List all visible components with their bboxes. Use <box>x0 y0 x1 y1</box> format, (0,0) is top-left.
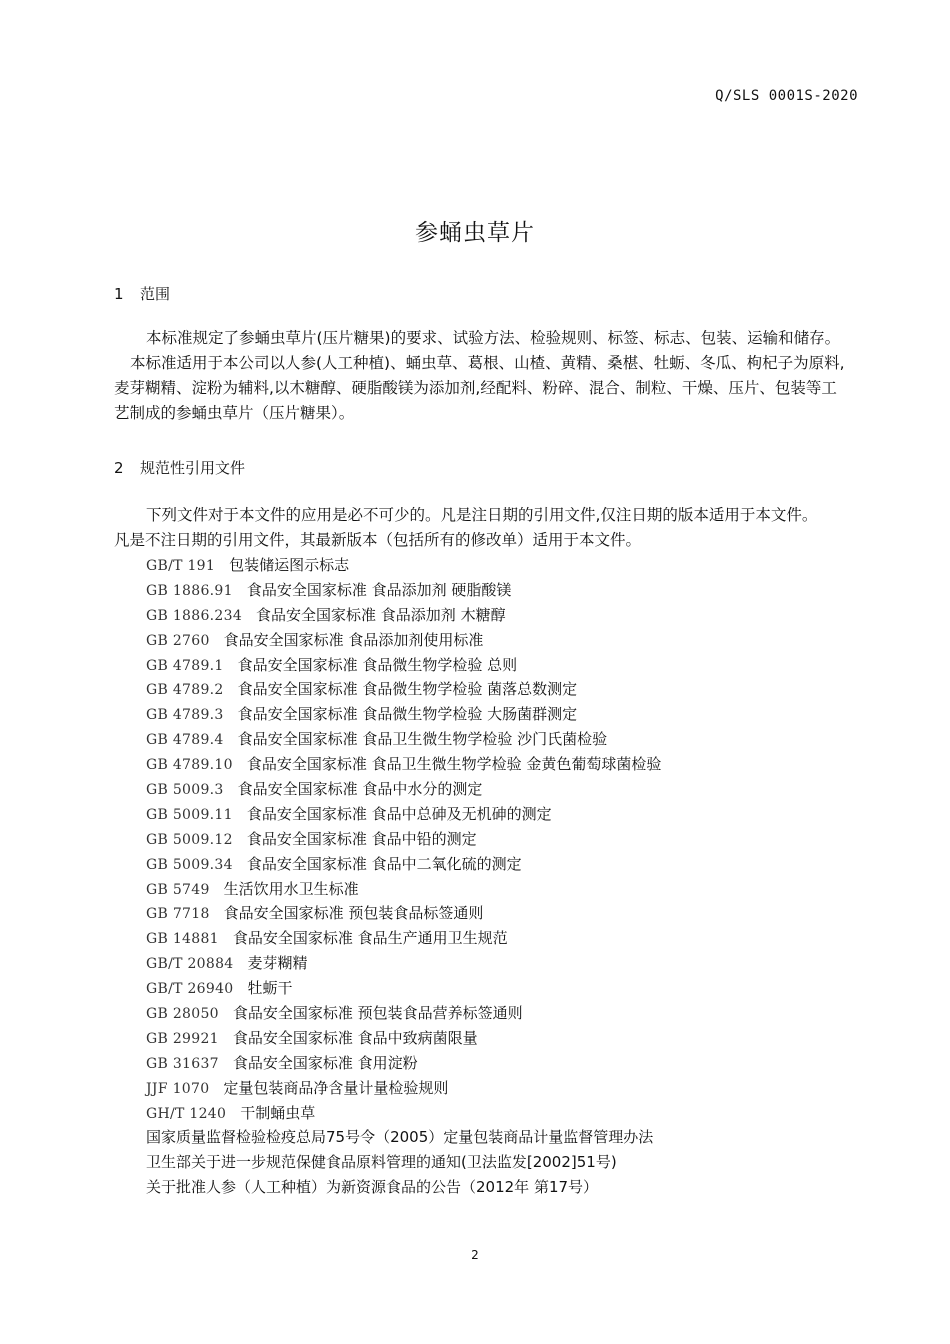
reference-title: 食品安全国家标准 预包装食品标签通则 <box>223 904 484 923</box>
reference-code: GB/T 191 <box>146 558 216 574</box>
reference-item <box>146 702 661 727</box>
reference-code: GB/T 20884 <box>146 956 234 973</box>
reference-code: GB 7718 <box>146 906 210 923</box>
section-1-number: 1 <box>114 285 124 303</box>
reference-title: 食品安全国家标准 食品微生物学检验 大肠菌群测定 <box>237 705 578 724</box>
paragraph-line: 本标准规定了参蛹虫草片(压片糖果)的要求、试验方法、检验规则、标签、标志、包装、运输和储存。 <box>146 329 841 347</box>
reference-code: GB 5009.34 <box>146 856 233 873</box>
reference-item <box>146 1026 661 1051</box>
reference-title: 食品安全国家标准 食品生产通用卫生规范 <box>232 929 508 948</box>
reference-title: 食品安全国家标准 食品中总砷及无机砷的测定 <box>246 804 552 823</box>
standard-code: Q/SLS 0001S-2020 <box>715 88 858 104</box>
reference-code: GB 4789.1 <box>146 657 224 674</box>
reference-code: GB 4789.10 <box>146 757 233 774</box>
reference-code: GH/T 1240 <box>146 1105 227 1122</box>
reference-item <box>146 1001 661 1026</box>
reference-item <box>146 926 661 951</box>
reference-item <box>146 1051 661 1076</box>
reference-title: 食品安全国家标准 食品中水分的测定 <box>237 780 483 799</box>
reference-item <box>146 553 661 578</box>
reference-item <box>146 901 661 926</box>
reference-item <box>146 951 661 976</box>
reference-title: 食品安全国家标准 预包装食品营养标签通则 <box>232 1004 523 1023</box>
reference-code: GB 29921 <box>146 1030 219 1047</box>
reference-item <box>146 877 661 902</box>
reference-code: GB 31637 <box>146 1055 219 1072</box>
reference-item <box>146 752 661 777</box>
section-2-number: 2 <box>114 459 124 477</box>
reference-title: 食品安全国家标准 食品添加剂使用标准 <box>223 630 484 649</box>
reference-code: JJF 1070 <box>146 1080 210 1097</box>
reference-title: 食品安全国家标准 食品添加剂 木糖醇 <box>256 605 506 624</box>
reference-code: GB 5009.12 <box>146 831 233 848</box>
reference-code: GB 5749 <box>146 881 210 898</box>
reference-code: GB 4789.2 <box>146 682 224 699</box>
section-2-body <box>114 503 866 553</box>
reference-title: 食品安全国家标准 食品中致病菌限量 <box>232 1028 478 1047</box>
reference-item <box>146 727 661 752</box>
paragraph-line: 本标准适用于本公司以人参(人工种植)、蛹虫草、葛根、山楂、黄精、桑椹、牡蛎、冬瓜、枸杞子为原料, <box>130 354 845 372</box>
reference-title: 食品安全国家标准 食品微生物学检验 总则 <box>237 655 518 674</box>
reference-code: GB 28050 <box>146 1006 219 1023</box>
reference-title: 卫生部关于进一步规范保健食品原料管理的通知(卫法监发[2002]51号) <box>146 1153 617 1172</box>
reference-item <box>146 677 661 702</box>
reference-item <box>146 1076 661 1101</box>
reference-item <box>146 1101 661 1126</box>
reference-title: 牡蛎干 <box>247 979 293 998</box>
reference-title: 食品安全国家标准 食品微生物学检验 菌落总数测定 <box>237 680 578 699</box>
reference-title: 食品安全国家标准 食品添加剂 硬脂酸镁 <box>246 580 512 599</box>
section-1-title: 范围 <box>140 285 171 303</box>
reference-code: GB/T 26940 <box>146 981 234 998</box>
paragraph-line: 凡是不注日期的引用文件，其最新版本（包括所有的修改单）适用于本文件。 <box>114 531 642 549</box>
reference-title: 食品安全国家标准 食品中二氧化硫的测定 <box>246 854 522 873</box>
reference-item <box>146 852 661 877</box>
document-title: 参蛹虫草片 <box>415 220 535 246</box>
section-1-heading <box>114 283 170 304</box>
reference-code: GB 1886.91 <box>146 582 233 599</box>
reference-item <box>146 976 661 1001</box>
reference-title: 关于批准人参（人工种植）为新资源食品的公告（2012年 第17号） <box>146 1178 599 1197</box>
reference-code: GB 1886.234 <box>146 607 243 624</box>
reference-item <box>146 777 661 802</box>
reference-title: 干制蛹虫草 <box>240 1103 316 1122</box>
reference-list <box>146 553 661 1200</box>
section-1-body <box>114 326 866 426</box>
reference-item <box>146 827 661 852</box>
reference-item <box>146 603 661 628</box>
reference-item <box>146 578 661 603</box>
reference-title: 食品安全国家标准 食品中铅的测定 <box>246 829 477 848</box>
reference-title: 国家质量监督检验检疫总局75号令（2005）定量包装商品计量监督管理办法 <box>146 1128 654 1147</box>
page-number: 2 <box>471 1248 479 1262</box>
reference-item <box>146 1175 661 1200</box>
reference-code: GB 4789.4 <box>146 732 224 749</box>
reference-item <box>146 1125 661 1150</box>
reference-title: 生活饮用水卫生标准 <box>223 879 359 898</box>
reference-item <box>146 802 661 827</box>
reference-title: 食品安全国家标准 食品卫生微生物学检验 金黄色葡萄球菌检验 <box>246 755 662 774</box>
paragraph-line: 下列文件对于本文件的应用是必不可少的。凡是注日期的引用文件,仅注日期的版本适用于本文件。 <box>146 506 818 524</box>
reference-item <box>146 653 661 678</box>
reference-code: GB 14881 <box>146 931 219 948</box>
reference-item <box>146 1150 661 1175</box>
reference-code: GB 4789.3 <box>146 707 224 724</box>
reference-title: 食品安全国家标准 食品卫生微生物学检验 沙门氏菌检验 <box>237 730 608 749</box>
paragraph-line: 麦芽糊精、淀粉为辅料,以木糖醇、硬脂酸镁为添加剂,经配料、粉碎、混合、制粒、干燥、压片、包装等工 <box>114 379 837 397</box>
reference-item <box>146 628 661 653</box>
reference-code: GB 2760 <box>146 632 210 649</box>
reference-title: 包装储运图示标志 <box>229 556 350 574</box>
reference-title: 麦芽糊精 <box>247 954 308 973</box>
section-2-title: 规范性引用文件 <box>140 459 246 477</box>
paragraph-line: 艺制成的参蛹虫草片（压片糖果）。 <box>114 404 355 422</box>
reference-code: GB 5009.3 <box>146 782 224 799</box>
section-2-heading <box>114 457 245 478</box>
reference-title: 食品安全国家标准 食用淀粉 <box>232 1053 418 1072</box>
reference-code: GB 5009.11 <box>146 806 233 823</box>
reference-title: 定量包装商品净含量计量检验规则 <box>223 1078 449 1097</box>
